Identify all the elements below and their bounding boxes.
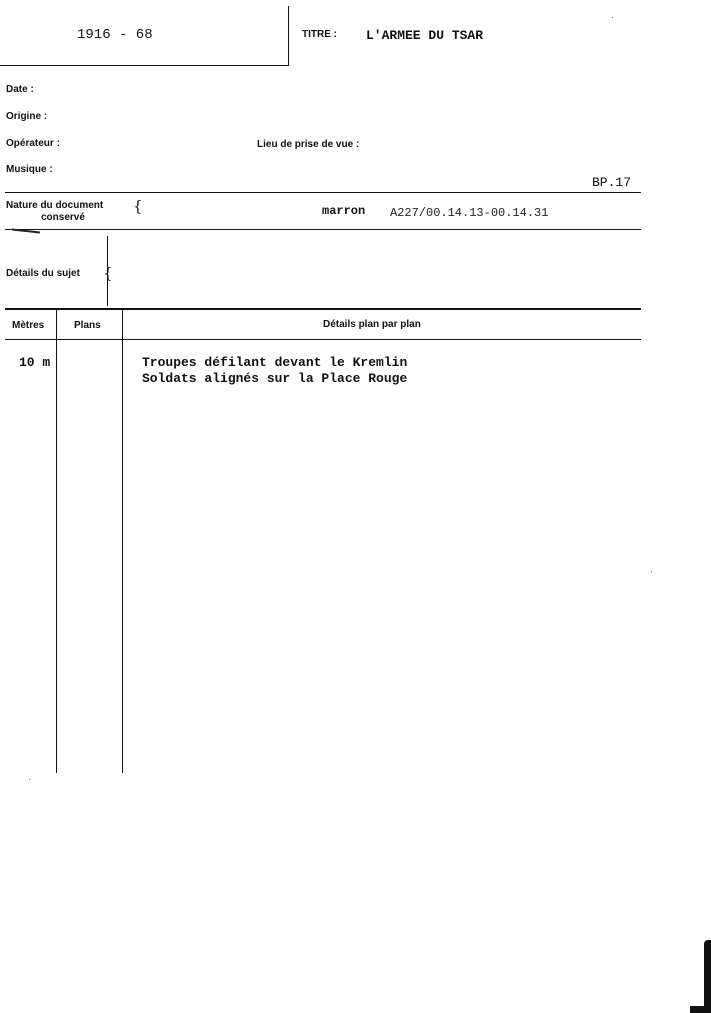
header-box-divider xyxy=(288,6,289,66)
plans-details-divider xyxy=(122,309,123,773)
metres-plans-divider xyxy=(56,309,57,773)
page-edge-shadow-bottom xyxy=(690,1006,711,1013)
nature-bottom-rule xyxy=(5,229,641,230)
scan-speck xyxy=(651,571,652,572)
details-sujet-rule xyxy=(107,236,108,306)
nature-label-line1: Nature du document xyxy=(6,200,104,211)
metres-header: Mètres xyxy=(12,320,45,331)
nature-brace-icon: { xyxy=(133,197,143,215)
details-sujet-brace-icon: { xyxy=(103,264,113,282)
date-label: Date : xyxy=(6,84,34,95)
scan-speck xyxy=(612,17,613,18)
row-metres: 10 m xyxy=(19,355,51,370)
plans-header: Plans xyxy=(74,320,101,331)
title-label: TITRE : xyxy=(302,29,337,40)
row-detail-line1: Troupes défilant devant le Kremlin xyxy=(142,355,408,370)
lieu-de-prise-de-vue-label: Lieu de prise de vue : xyxy=(257,139,360,150)
details-plan-header: Détails plan par plan xyxy=(323,319,421,330)
origine-label: Origine : xyxy=(6,111,48,122)
header-box-bottom-rule xyxy=(0,65,289,66)
nature-value: marron xyxy=(322,204,366,218)
row-detail-line2: Soldats alignés sur la Place Rouge xyxy=(142,371,408,386)
details-sujet-label: Détails du sujet xyxy=(6,268,80,279)
archive-code: BP.17 xyxy=(592,175,632,190)
nature-top-rule xyxy=(5,192,641,193)
nature-timecode: A227/00.14.13-00.14.31 xyxy=(390,206,549,220)
operateur-label: Opérateur : xyxy=(6,138,60,149)
scan-speck xyxy=(29,779,30,780)
page-edge-shadow xyxy=(704,940,711,1013)
musique-label: Musique : xyxy=(6,164,53,175)
table-top-rule xyxy=(5,308,641,310)
reference-number: 1916 - 68 xyxy=(77,27,153,43)
title-value: L'ARMEE DU TSAR xyxy=(366,28,484,43)
table-header-rule xyxy=(5,339,641,340)
nature-label-line2: conservé xyxy=(41,212,85,223)
